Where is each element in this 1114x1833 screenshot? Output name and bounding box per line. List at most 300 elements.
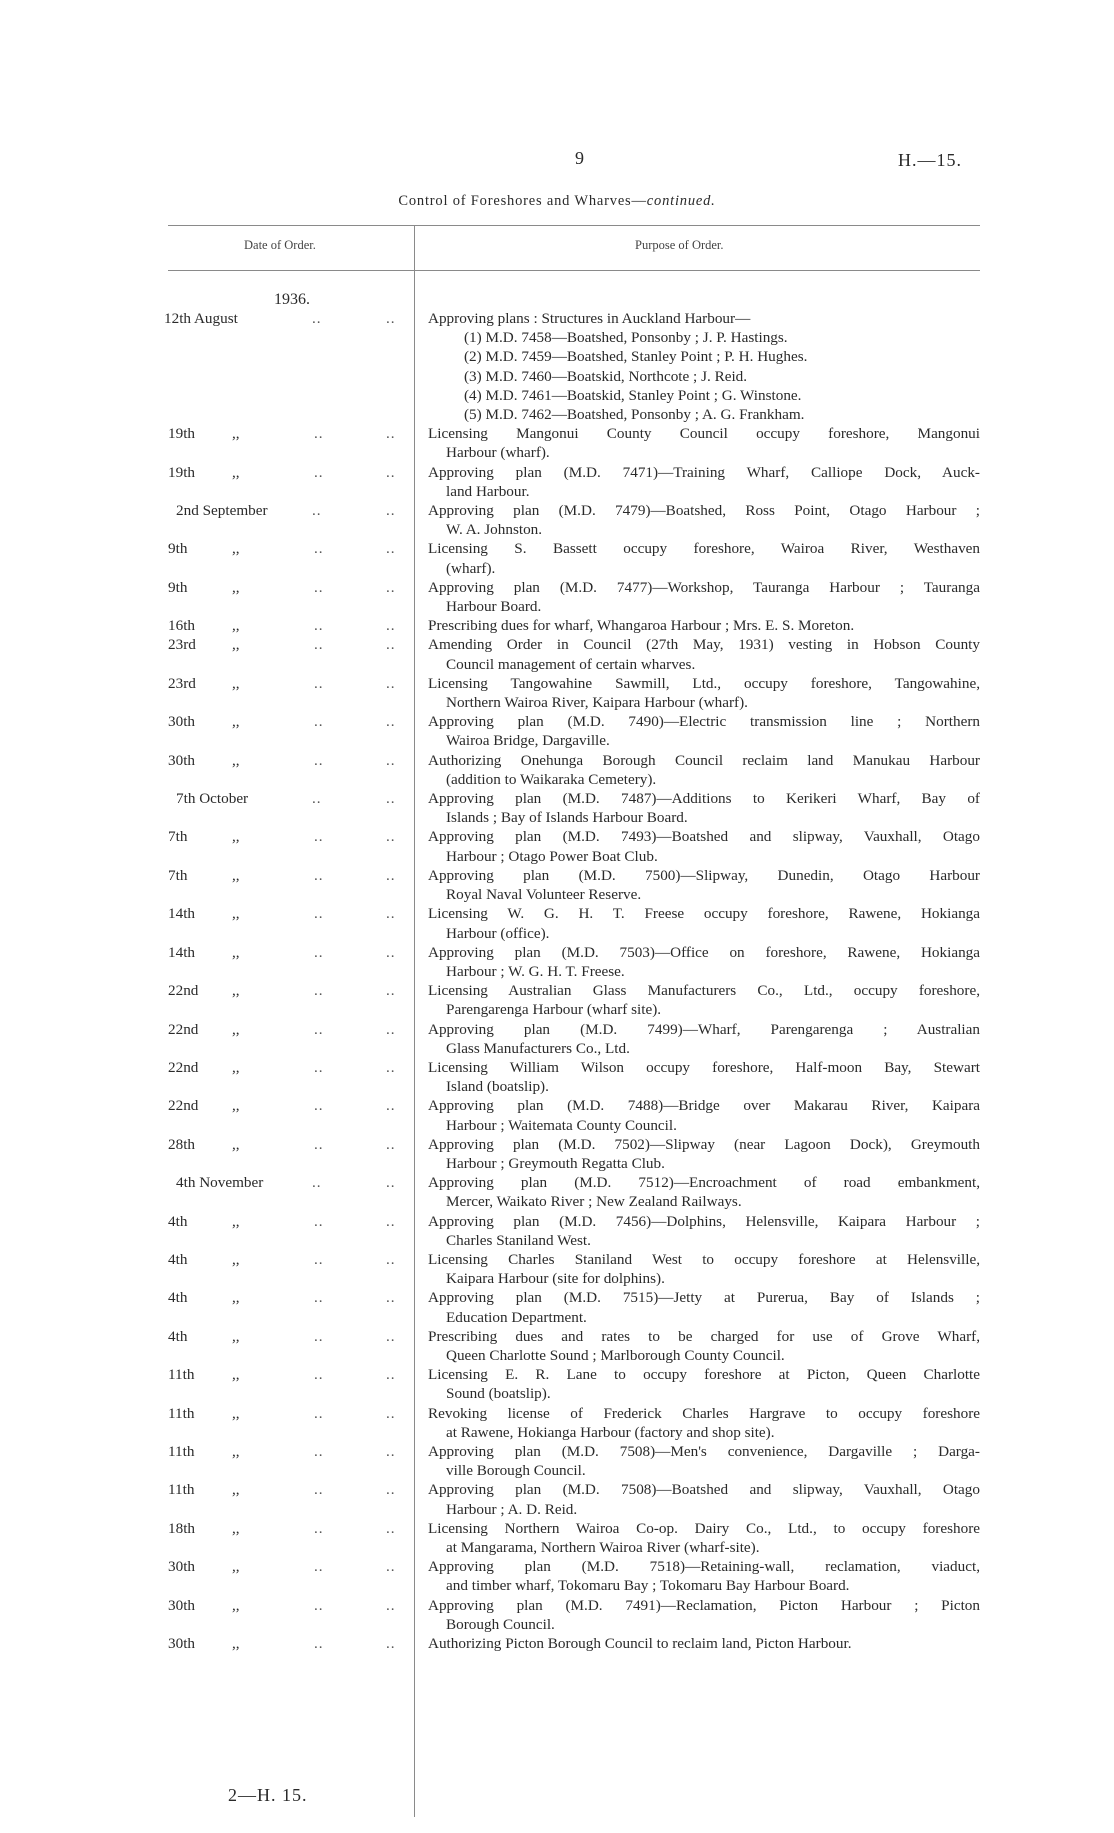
table-row bbox=[0, 1288, 1114, 1326]
table-row bbox=[0, 1327, 1114, 1365]
table-row bbox=[0, 501, 1114, 539]
order-day: 14th bbox=[168, 905, 196, 923]
leader-dot: .. bbox=[314, 1596, 324, 1614]
order-day: 11th bbox=[168, 1442, 195, 1460]
ditto-mark: ,, bbox=[232, 1558, 240, 1576]
order-date bbox=[176, 1173, 263, 1192]
ditto-mark: ,, bbox=[232, 982, 240, 1000]
leader-dot: .. bbox=[386, 1519, 396, 1537]
ditto-mark: ,, bbox=[232, 425, 240, 443]
purpose-line: and timber wharf, Tokomaru Bay ; Tokomaru Bay Harbour Board. bbox=[446, 1577, 850, 1595]
purpose-line: (4) M.D. 7461—Boatskid, Stanley Point ; G. Winstone. bbox=[464, 386, 802, 404]
leader-dot: .. bbox=[386, 1481, 396, 1499]
order-date bbox=[168, 751, 240, 770]
purpose-line: Sound (boatslip). bbox=[446, 1385, 551, 1403]
ditto-mark: ,, bbox=[232, 578, 240, 596]
ditto-mark: ,, bbox=[232, 1135, 240, 1153]
purpose-line: Borough Council. bbox=[446, 1615, 555, 1633]
leader-dot: .. bbox=[314, 1442, 324, 1460]
purpose-line: Approving plan (M.D. 7503)—Office on foreshore, Rawene, Hokianga bbox=[428, 943, 980, 961]
ditto-mark: ,, bbox=[232, 1289, 240, 1307]
purpose-line: Northern Wairoa River, Kaipara Harbour (wharf). bbox=[446, 694, 748, 712]
order-purpose bbox=[428, 904, 980, 942]
leader-dot: .. bbox=[312, 790, 322, 808]
ditto-mark: ,, bbox=[232, 1250, 240, 1268]
leader-dot: .. bbox=[386, 866, 396, 884]
table-row bbox=[0, 1020, 1114, 1058]
order-date bbox=[168, 539, 240, 558]
order-date bbox=[168, 1557, 240, 1576]
table-row bbox=[0, 539, 1114, 577]
leader-dot: .. bbox=[386, 617, 396, 635]
leader-dot: .. bbox=[314, 636, 324, 654]
order-purpose bbox=[428, 674, 980, 712]
purpose-line: Harbour (office). bbox=[446, 924, 550, 942]
order-day: 4th bbox=[168, 1250, 188, 1268]
leader-dot: .. bbox=[386, 578, 396, 596]
ditto-mark: ,, bbox=[232, 674, 240, 692]
order-day: 22nd bbox=[168, 1058, 199, 1076]
purpose-line: Harbour Board. bbox=[446, 598, 542, 616]
order-date bbox=[168, 463, 240, 482]
leader-dot: .. bbox=[314, 1097, 324, 1115]
order-purpose bbox=[428, 578, 980, 616]
purpose-line: at Mangarama, Northern Wairoa River (wharf-site). bbox=[446, 1539, 760, 1556]
order-purpose bbox=[428, 789, 980, 827]
purpose-line: Authorizing Onehunga Borough Council reclaim land Manukau Harbour bbox=[428, 751, 980, 769]
orders-table bbox=[0, 309, 1114, 1653]
purpose-line: Approving plan (M.D. 7500)—Slipway, Dunedin, Otago Harbour bbox=[428, 866, 980, 884]
ditto-mark: ,, bbox=[232, 905, 240, 923]
order-date bbox=[168, 1058, 240, 1077]
purpose-line: Licensing Northern Wairoa Co-op. Dairy Co., Ltd., to occupy foreshore bbox=[428, 1519, 980, 1537]
leader-dot: .. bbox=[314, 1481, 324, 1499]
leader-dot: .. bbox=[386, 674, 396, 692]
purpose-line: Approving plan (M.D. 7518)—Retaining-wall, reclamation, viaduct, bbox=[428, 1558, 980, 1576]
leader-dot: .. bbox=[386, 1058, 396, 1076]
purpose-line: Licensing Tangowahine Sawmill, Ltd., occupy foreshore, Tangowahine, bbox=[428, 674, 980, 692]
leader-dot: .. bbox=[386, 713, 396, 731]
leader-dot: .. bbox=[386, 1327, 396, 1345]
ditto-mark: ,, bbox=[232, 1519, 240, 1537]
leader-dot: .. bbox=[314, 1020, 324, 1038]
purpose-line: Approving plan (M.D. 7508)—Men's convenience, Dargaville ; Darga- bbox=[428, 1442, 980, 1460]
leader-dot: .. bbox=[314, 943, 324, 961]
leader-dot: .. bbox=[386, 1212, 396, 1230]
order-date bbox=[168, 1020, 240, 1039]
order-purpose bbox=[428, 539, 980, 577]
leader-dot: .. bbox=[386, 425, 396, 443]
ditto-mark: ,, bbox=[232, 1020, 240, 1038]
leader-dot: .. bbox=[312, 310, 322, 327]
purpose-line: at Rawene, Hokianga Harbour (factory and shop site). bbox=[446, 1423, 775, 1441]
purpose-line: (addition to Waikaraka Cemetery). bbox=[446, 770, 657, 788]
purpose-line: Approving plan (M.D. 7477)—Workshop, Tauranga Harbour ; Tauranga bbox=[428, 578, 980, 596]
order-day: 9th bbox=[168, 540, 188, 558]
title-main: Control of Foreshores and Wharves— bbox=[398, 193, 647, 209]
order-day: 30th bbox=[168, 1596, 196, 1614]
table-row bbox=[0, 1058, 1114, 1096]
leader-dot: .. bbox=[314, 463, 324, 481]
leader-dot: .. bbox=[386, 1250, 396, 1268]
table-row bbox=[0, 1173, 1114, 1211]
order-date bbox=[176, 501, 268, 520]
order-date bbox=[168, 1327, 240, 1346]
leader-dot: .. bbox=[312, 1174, 322, 1192]
order-purpose bbox=[428, 1404, 980, 1442]
purpose-line: Licensing Mangonui County Council occupy foreshore, Mangonui bbox=[428, 425, 980, 443]
purpose-line: Approving plan (M.D. 7515)—Jetty at Purerua, Bay of Islands ; bbox=[428, 1289, 980, 1307]
purpose-line: Approving plan (M.D. 7479)—Boatshed, Ross Point, Otago Harbour ; bbox=[428, 502, 980, 520]
ditto-mark: ,, bbox=[232, 1212, 240, 1230]
leader-dot: .. bbox=[314, 674, 324, 692]
purpose-line: Prescribing dues for wharf, Whangaroa Harbour ; Mrs. E. S. Moreton. bbox=[428, 617, 855, 635]
purpose-line: Licensing S. Bassett occupy foreshore, Wairoa River, Westhaven bbox=[428, 540, 980, 558]
purpose-line: Approving plan (M.D. 7508)—Boatshed and slipway, Vauxhall, Otago bbox=[428, 1481, 980, 1499]
leader-dot: .. bbox=[314, 1250, 324, 1268]
leader-dot: .. bbox=[386, 1174, 396, 1192]
leader-dot: .. bbox=[386, 1404, 396, 1422]
order-date bbox=[168, 1404, 240, 1423]
leader-dot: .. bbox=[386, 1558, 396, 1576]
order-date bbox=[168, 1096, 240, 1115]
purpose-line: Wairoa Bridge, Dargaville. bbox=[446, 732, 610, 750]
order-day: 18th bbox=[168, 1519, 196, 1537]
purpose-line: Approving plan (M.D. 7493)—Boatshed and slipway, Vauxhall, Otago bbox=[428, 828, 980, 846]
ditto-mark: ,, bbox=[232, 617, 240, 635]
purpose-line: Royal Naval Volunteer Reserve. bbox=[446, 886, 642, 904]
leader-dot: .. bbox=[386, 540, 396, 558]
purpose-line: (wharf). bbox=[446, 559, 496, 577]
table-row bbox=[0, 1096, 1114, 1134]
table-row bbox=[0, 1365, 1114, 1403]
purpose-line: Approving plan (M.D. 7490)—Electric transmission line ; Northern bbox=[428, 713, 980, 731]
date-column-header: Date of Order. bbox=[244, 238, 316, 252]
purpose-line: Licensing Australian Glass Manufacturers Co., Ltd., occupy foreshore, bbox=[428, 982, 980, 1000]
purpose-line: Council management of certain wharves. bbox=[446, 655, 696, 673]
page-number: 9 bbox=[575, 148, 584, 168]
purpose-line: Revoking license of Frederick Charles Hargrave to occupy foreshore bbox=[428, 1404, 980, 1422]
purpose-line: (3) M.D. 7460—Boatskid, Northcote ; J. Reid. bbox=[464, 367, 748, 385]
leader-dot: .. bbox=[386, 905, 396, 923]
table-row bbox=[0, 981, 1114, 1019]
purpose-line: ville Borough Council. bbox=[446, 1462, 586, 1480]
table-row bbox=[0, 904, 1114, 942]
order-day: 4th bbox=[168, 1289, 188, 1307]
order-date bbox=[168, 1135, 240, 1154]
purpose-line: Approving plan (M.D. 7491)—Reclamation, Picton Harbour ; Picton bbox=[428, 1596, 980, 1614]
leader-dot: .. bbox=[314, 713, 324, 731]
order-day: 9th bbox=[168, 578, 188, 596]
purpose-line: Harbour ; W. G. H. T. Freese. bbox=[446, 962, 625, 980]
order-purpose bbox=[428, 424, 980, 462]
order-day: 2nd September bbox=[176, 502, 268, 520]
table-row bbox=[0, 424, 1114, 462]
order-date bbox=[168, 1480, 240, 1499]
order-day: 4th bbox=[168, 1212, 188, 1230]
purpose-line: Approving plan (M.D. 7502)—Slipway (near Lagoon Dock), Greymouth bbox=[428, 1135, 980, 1153]
header-top-rule bbox=[168, 225, 980, 226]
table-row bbox=[0, 635, 1114, 673]
purpose-line: land Harbour. bbox=[446, 482, 530, 500]
leader-dot: .. bbox=[386, 636, 396, 654]
table-row bbox=[0, 866, 1114, 904]
table-row bbox=[0, 1480, 1114, 1518]
leader-dot: .. bbox=[314, 1289, 324, 1307]
purpose-line: Approving plan (M.D. 7487)—Additions to Kerikeri Wharf, Bay of bbox=[428, 790, 980, 808]
table-row bbox=[0, 1442, 1114, 1480]
ditto-mark: ,, bbox=[232, 1058, 240, 1076]
order-day: 11th bbox=[168, 1366, 195, 1384]
leader-dot: .. bbox=[386, 1596, 396, 1614]
order-day: 19th bbox=[168, 463, 196, 481]
order-day: 4th November bbox=[176, 1174, 264, 1192]
order-day: 30th bbox=[168, 751, 196, 769]
table-row bbox=[0, 578, 1114, 616]
leader-dot: .. bbox=[314, 1404, 324, 1422]
table-row bbox=[0, 309, 1114, 424]
order-date bbox=[168, 1442, 240, 1461]
order-date bbox=[168, 1365, 240, 1384]
order-date bbox=[168, 904, 240, 923]
order-purpose bbox=[428, 1173, 980, 1211]
purpose-line: Licensing E. R. Lane to occupy foreshore at Picton, Queen Charlotte bbox=[428, 1366, 980, 1384]
leader-dot: .. bbox=[386, 1366, 396, 1384]
ditto-mark: ,, bbox=[232, 1097, 240, 1115]
leader-dot: .. bbox=[386, 751, 396, 769]
order-purpose bbox=[428, 1020, 980, 1058]
purpose-line: Harbour ; Greymouth Regatta Club. bbox=[446, 1154, 665, 1172]
purpose-line: Harbour ; Waitemata County Council. bbox=[446, 1116, 677, 1134]
leader-dot: .. bbox=[314, 1212, 324, 1230]
leader-dot: .. bbox=[314, 1558, 324, 1576]
leader-dot: .. bbox=[314, 1135, 324, 1153]
leader-dot: .. bbox=[386, 1020, 396, 1038]
table-row bbox=[0, 827, 1114, 865]
purpose-line: Approving plans : Structures in Auckland Harbour— bbox=[428, 310, 751, 327]
order-purpose bbox=[428, 501, 980, 539]
order-purpose bbox=[428, 1096, 980, 1134]
order-purpose bbox=[428, 827, 980, 865]
table-row bbox=[0, 1634, 1114, 1653]
leader-dot: .. bbox=[314, 425, 324, 443]
purpose-line: Island (boatslip). bbox=[446, 1078, 549, 1096]
ditto-mark: ,, bbox=[232, 636, 240, 654]
order-purpose bbox=[428, 1519, 980, 1557]
purpose-line: W. A. Johnston. bbox=[446, 521, 543, 539]
order-day: 22nd bbox=[168, 1097, 199, 1115]
table-row bbox=[0, 1519, 1114, 1557]
table-row bbox=[0, 1250, 1114, 1288]
purpose-line: Prescribing dues and rates to be charged for use of Grove Wharf, bbox=[428, 1327, 980, 1345]
order-purpose bbox=[428, 1327, 980, 1365]
leader-dot: .. bbox=[386, 943, 396, 961]
order-day: 11th bbox=[168, 1404, 195, 1422]
order-date bbox=[168, 866, 240, 885]
order-date bbox=[168, 424, 240, 443]
order-date bbox=[168, 578, 240, 597]
purpose-line: Queen Charlotte Sound ; Marlborough County Council. bbox=[446, 1346, 785, 1364]
table-row bbox=[0, 616, 1114, 635]
purpose-line: (2) M.D. 7459—Boatshed, Stanley Point ; P. H. Hughes. bbox=[464, 348, 808, 366]
ditto-mark: ,, bbox=[232, 540, 240, 558]
order-date bbox=[168, 712, 240, 731]
order-date bbox=[168, 674, 240, 693]
order-purpose bbox=[428, 1596, 980, 1634]
purpose-line: (5) M.D. 7462—Boatshed, Ponsonby ; A. G. Frankham. bbox=[464, 406, 805, 424]
order-purpose bbox=[428, 463, 980, 501]
order-day: 11th bbox=[168, 1481, 195, 1499]
purpose-line: Harbour ; A. D. Reid. bbox=[446, 1500, 578, 1518]
order-day: 22nd bbox=[168, 982, 199, 1000]
order-purpose bbox=[428, 1212, 980, 1250]
purpose-line: Licensing Charles Staniland West to occupy foreshore at Helensville, bbox=[428, 1250, 980, 1268]
leader-dot: .. bbox=[386, 982, 396, 1000]
order-purpose bbox=[428, 1557, 980, 1595]
purpose-line: Glass Manufacturers Co., Ltd. bbox=[446, 1039, 630, 1057]
ditto-mark: ,, bbox=[232, 866, 240, 884]
order-purpose bbox=[428, 1250, 980, 1288]
ditto-mark: ,, bbox=[232, 1327, 240, 1345]
order-day: 7th bbox=[168, 866, 188, 884]
table-row bbox=[0, 1596, 1114, 1634]
order-purpose bbox=[428, 1365, 980, 1403]
leader-dot: .. bbox=[386, 1442, 396, 1460]
purpose-line: Mercer, Waikato River ; New Zealand Railways. bbox=[446, 1193, 742, 1211]
order-day: 30th bbox=[168, 1558, 196, 1576]
order-date bbox=[168, 943, 240, 962]
leader-dot: .. bbox=[314, 1327, 324, 1345]
order-day: 7th bbox=[168, 828, 188, 846]
leader-dot: .. bbox=[386, 463, 396, 481]
purpose-line: Licensing William Wilson occupy foreshore, Half-moon Bay, Stewart bbox=[428, 1058, 980, 1076]
order-day: 30th bbox=[168, 713, 196, 731]
leader-dot: .. bbox=[314, 866, 324, 884]
leader-dot: .. bbox=[314, 1635, 324, 1653]
year-heading: 1936. bbox=[274, 291, 310, 308]
table-row bbox=[0, 463, 1114, 501]
order-purpose bbox=[428, 309, 980, 424]
order-day: 28th bbox=[168, 1135, 196, 1153]
purpose-line: Approving plan (M.D. 7488)—Bridge over Makarau River, Kaipara bbox=[428, 1097, 980, 1115]
ditto-mark: ,, bbox=[232, 1366, 240, 1384]
leader-dot: .. bbox=[386, 1289, 396, 1307]
order-purpose bbox=[428, 1442, 980, 1480]
ditto-mark: ,, bbox=[232, 1481, 240, 1499]
order-date bbox=[168, 981, 240, 1000]
purpose-line: Islands ; Bay of Islands Harbour Board. bbox=[446, 809, 688, 827]
order-purpose bbox=[428, 1288, 980, 1326]
table-row bbox=[0, 1212, 1114, 1250]
ditto-mark: ,, bbox=[232, 943, 240, 961]
table-row bbox=[0, 943, 1114, 981]
order-date bbox=[168, 1596, 240, 1615]
order-day: 14th bbox=[168, 943, 196, 961]
purpose-line: Charles Staniland West. bbox=[446, 1231, 591, 1249]
purpose-line: Authorizing Picton Borough Council to reclaim land, Picton Harbour. bbox=[428, 1635, 852, 1653]
leader-dot: .. bbox=[314, 982, 324, 1000]
leader-dot: .. bbox=[314, 1519, 324, 1537]
order-purpose bbox=[428, 866, 980, 904]
order-day: 16th bbox=[168, 617, 196, 635]
ditto-mark: ,, bbox=[232, 1442, 240, 1460]
order-day: 12th August bbox=[164, 310, 238, 327]
leader-dot: .. bbox=[312, 502, 322, 520]
order-date bbox=[168, 635, 240, 654]
order-date bbox=[168, 1288, 240, 1307]
leader-dot: .. bbox=[386, 1135, 396, 1153]
table-row bbox=[0, 674, 1114, 712]
order-purpose bbox=[428, 635, 980, 673]
purpose-line: Approving plan (M.D. 7499)—Wharf, Parengarenga ; Australian bbox=[428, 1020, 980, 1038]
order-purpose bbox=[428, 712, 980, 750]
purpose-line: Amending Order in Council (27th May, 1931) vesting in Hobson County bbox=[428, 636, 980, 654]
order-day: 30th bbox=[168, 1635, 196, 1653]
purpose-column-header: Purpose of Order. bbox=[635, 238, 724, 252]
purpose-line: Harbour (wharf). bbox=[446, 444, 550, 462]
leader-dot: .. bbox=[386, 1097, 396, 1115]
order-date bbox=[168, 1212, 240, 1231]
ditto-mark: ,, bbox=[232, 828, 240, 846]
leader-dot: .. bbox=[386, 828, 396, 846]
order-purpose bbox=[428, 981, 980, 1019]
order-date bbox=[164, 309, 238, 328]
leader-dot: .. bbox=[314, 828, 324, 846]
purpose-line: Parengarenga Harbour (wharf site). bbox=[446, 1001, 662, 1019]
footer-reference: 2—H. 15. bbox=[228, 1785, 308, 1805]
order-date bbox=[168, 1634, 240, 1653]
order-date bbox=[168, 1250, 240, 1269]
title-continued: continued. bbox=[646, 193, 716, 209]
leader-dot: .. bbox=[386, 502, 396, 520]
purpose-line: (1) M.D. 7458—Boatshed, Ponsonby ; J. P. Hastings. bbox=[464, 329, 788, 347]
page-title bbox=[0, 193, 1114, 210]
order-purpose bbox=[428, 1135, 980, 1173]
purpose-line: Approving plan (M.D. 7512)—Encroachment of road embankment, bbox=[428, 1174, 980, 1192]
purpose-line: Approving plan (M.D. 7471)—Training Wharf, Calliope Dock, Auck- bbox=[428, 463, 980, 481]
ditto-mark: ,, bbox=[232, 1596, 240, 1614]
table-row bbox=[0, 1135, 1114, 1173]
table-row bbox=[0, 1557, 1114, 1595]
leader-dot: .. bbox=[386, 1635, 396, 1653]
table-row bbox=[0, 751, 1114, 789]
leader-dot: .. bbox=[314, 578, 324, 596]
order-purpose bbox=[428, 751, 980, 789]
table-row bbox=[0, 1404, 1114, 1442]
order-purpose bbox=[428, 616, 980, 635]
purpose-line: Education Department. bbox=[446, 1308, 587, 1326]
order-day: 7th October bbox=[176, 790, 249, 808]
ditto-mark: ,, bbox=[232, 1635, 240, 1653]
table-row bbox=[0, 712, 1114, 750]
ditto-mark: ,, bbox=[232, 463, 240, 481]
order-purpose bbox=[428, 943, 980, 981]
leader-dot: .. bbox=[314, 1366, 324, 1384]
table-row bbox=[0, 789, 1114, 827]
order-purpose bbox=[428, 1058, 980, 1096]
leader-dot: .. bbox=[314, 540, 324, 558]
leader-dot: .. bbox=[386, 310, 396, 327]
leader-dot: .. bbox=[314, 617, 324, 635]
order-day: 19th bbox=[168, 425, 196, 443]
document-reference: H.—15. bbox=[898, 150, 962, 170]
order-date bbox=[168, 1519, 240, 1538]
order-day: 23rd bbox=[168, 674, 196, 692]
purpose-line: Licensing W. G. H. T. Freese occupy foreshore, Rawene, Hokianga bbox=[428, 905, 980, 923]
order-date bbox=[176, 789, 248, 808]
purpose-line: Approving plan (M.D. 7456)—Dolphins, Helensville, Kaipara Harbour ; bbox=[428, 1212, 980, 1230]
ditto-mark: ,, bbox=[232, 1404, 240, 1422]
